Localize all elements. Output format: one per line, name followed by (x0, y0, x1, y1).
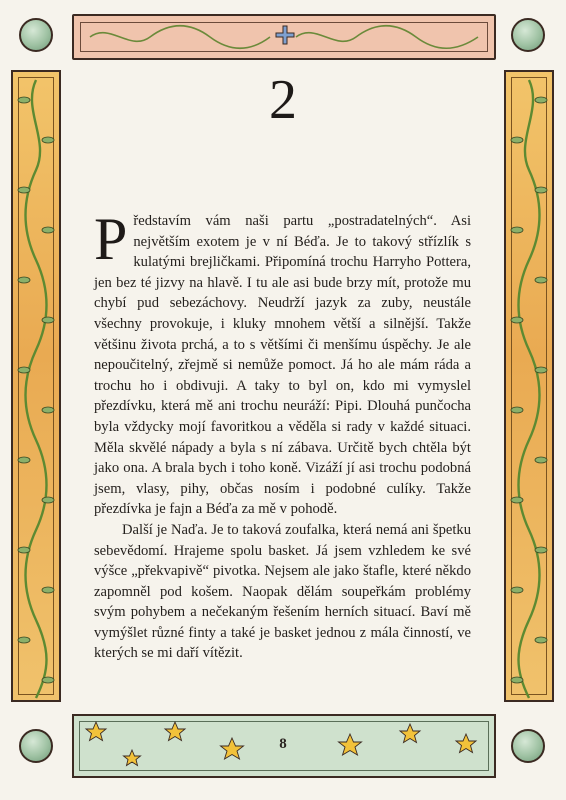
right-vine-icon (519, 80, 540, 698)
top-cross-icon (276, 26, 294, 44)
drop-cap: P (94, 206, 128, 272)
right-leaves (511, 97, 547, 683)
paragraph-1-text: ředstavím vám naši partu „postradatelných“. Asi největším exotem je v ní Béďa. Je to takový střízlík s kulatými brejličkami. Připomíná trochu Harryho Pottera, jen bez té jizvy na hlavě. I tu ale asi bude brzy mít, protože mu chybí pud sebezáchovy. Neudrží jazyk za zuby, neustále všechny provokuje, i kluky mnohem větší a silnější. Takže většinu života prchá, a to s většími či menšímu úspěchy. Je ale nepoučitelný, zřejmě si nemůže pomoct. Já ho ale mám ráda a trochu ho i obdivuji. A taky to byl on, kdo mi vymyslel přezdívku, která mě ani trochu neuráží: Pipi. Dlouhá punčocha byla vždycky mojí favoritkou a věděla si rady v každé situaci. Měla skvělé nápady a byla s ní zábava. Určitě bych chtěla být jako ona. A brala bych i toho koně. Vizáží jí asi trochu podobná jsem, vlasy, pihy, občas nosím i podobné culíky. Takže přezdívka je fajn a Béďa za mě v pohodě. (94, 213, 471, 518)
chapter-body (94, 206, 471, 664)
left-leaves (18, 97, 54, 683)
paragraph-2: Další je Naďa. Je to taková zoufalka, která nemá ani špetku sebevědomí. Hrajeme spolu basket. Já jsem vzhledem ke své výšce „překvapivě“ pivotka. Nejsem ale jako štafle, které někdo zapomněl pod košem. Naopak dělám soupeřkám problémy svým pohybem a nečekaným řešením herních situací. Baví mě vymýšlet různé finty a také je basket jednou z mála činností, ve kterých se mi daří vítězit. (94, 521, 471, 662)
page-number: 8 (279, 736, 287, 752)
chapter-number: 2 (269, 69, 297, 131)
left-vine-icon (26, 80, 47, 698)
paragraph-1 (94, 206, 471, 520)
